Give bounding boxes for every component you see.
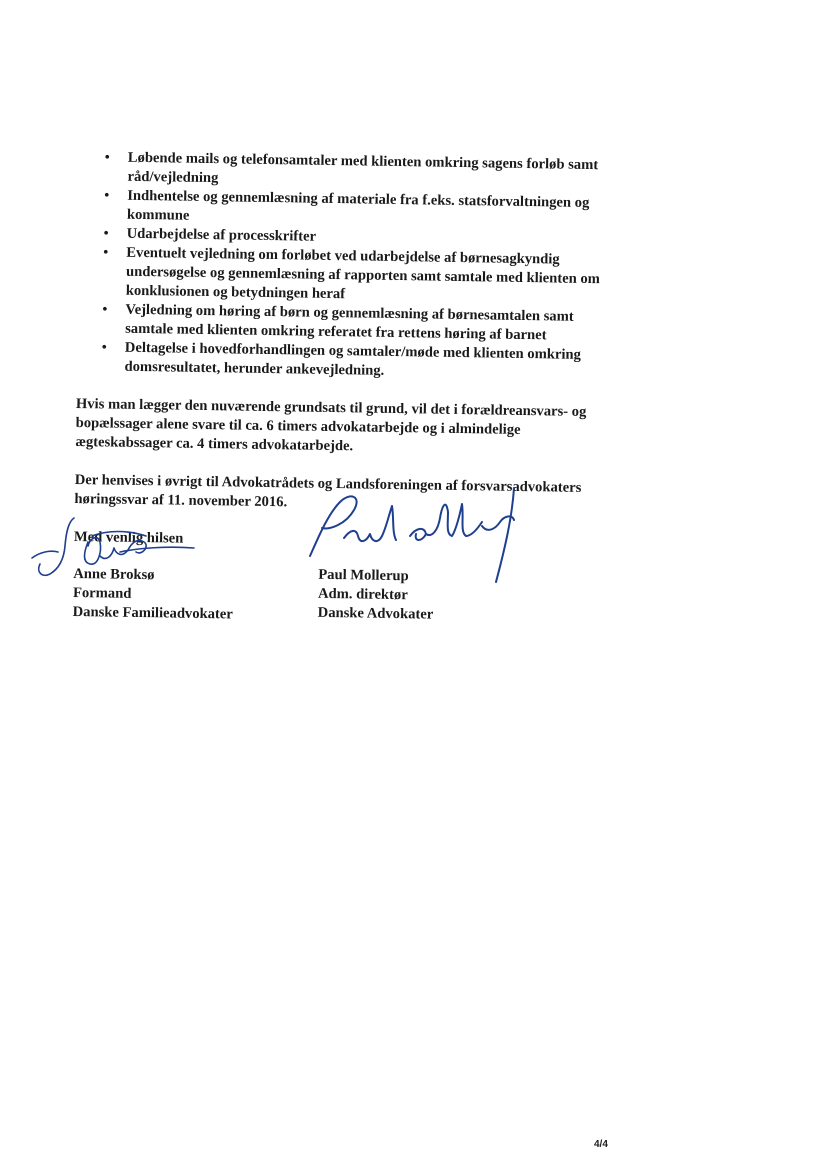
signatory-title: Formand xyxy=(72,584,132,602)
letter-body xyxy=(72,148,605,676)
bullet-text: Løbende mails og telefonsamtaler med klienten omkring sagens forløb samt råd/vejledning xyxy=(127,149,599,187)
bullet-icon: • xyxy=(102,302,108,318)
page-number: 4/4 xyxy=(594,1139,608,1150)
bullet-text: Deltagelse i hovedforhandlingen og samtaler/møde med klienten omkring domsresultatet, herunder ankevejledning. xyxy=(124,339,581,379)
signatory-organization: Danske Familieadvokater xyxy=(72,603,233,623)
signatory-name: Paul Mollerup xyxy=(318,566,409,585)
signatory-name: Anne Broksø xyxy=(73,565,155,584)
bullet-list xyxy=(76,148,605,384)
signatory-left xyxy=(73,528,304,626)
bullet-text: Indhentelse og gennemlæsning af materiale fra f.eks. statsforvaltningen og kommune xyxy=(126,187,590,224)
list-item xyxy=(78,243,604,308)
greeting: Med venlig hilsen xyxy=(73,528,184,547)
bullet-icon: • xyxy=(104,150,110,166)
signatory-organization: Danske Advokater xyxy=(317,604,434,623)
signatory-title: Adm. direktør xyxy=(317,585,408,604)
bullet-text: Udarbejdelse af processkrifter xyxy=(126,225,317,245)
bullet-text: Eventuelt vejledning om forløbet ved udarbejdelse af børnesagkyndig undersøgelse og gennemlæsning af rapporten samt samtale med klienten om konklusionen og betydningen heraf xyxy=(125,244,601,303)
signature-block xyxy=(72,528,599,676)
bullet-icon: • xyxy=(103,245,109,261)
bullet-text: Vejledning om høring af børn og gennemlæsning af børnesamtalen samt samtale med klienten omkring referatet fra rettens høring af barnet xyxy=(125,301,574,344)
paragraph-reference: Der henvises i øvrigt til Advokatrådets og Landsforeningen af forsvarsadvokaters høringssvar af 11. november 2016. xyxy=(74,471,582,511)
bullet-icon: • xyxy=(104,188,110,204)
signatory-right xyxy=(318,566,549,627)
paragraph-hourly-rate: Hvis man lægger den nuværende grundsats til grund, vil det i forældreansvars- og bopælssager alene svare til ca. 6 timers advokatarbejde og i almindelige ægteskabssager ca. 4 timers advokatarbejde. xyxy=(75,395,587,455)
list-item xyxy=(76,338,602,384)
bullet-icon: • xyxy=(101,340,107,356)
bullet-icon: • xyxy=(103,226,109,242)
